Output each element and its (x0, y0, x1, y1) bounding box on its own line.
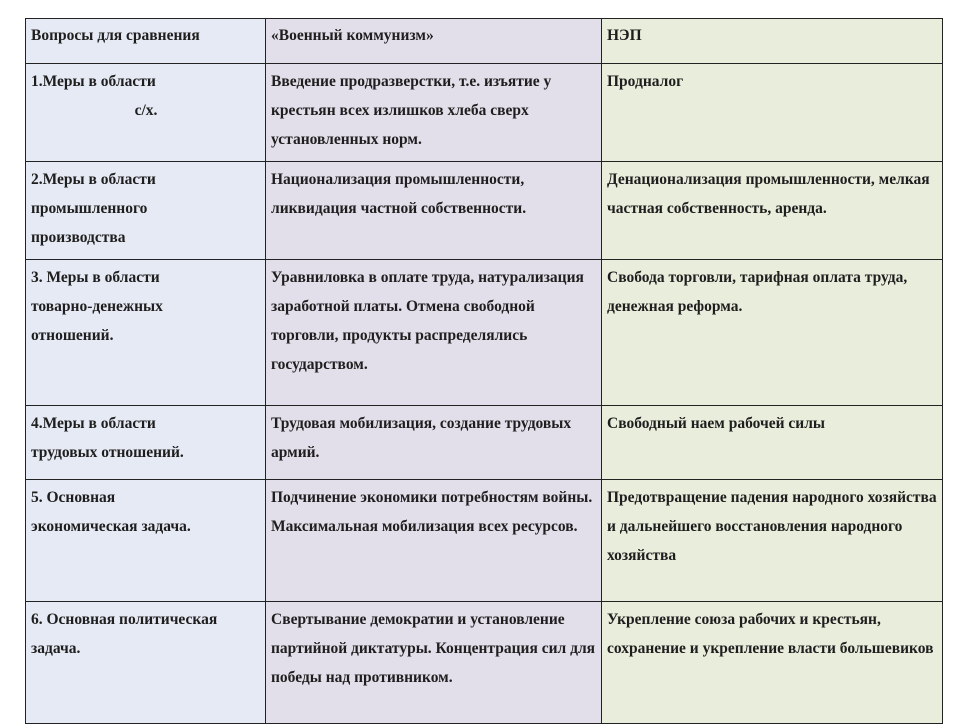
comparison-table (25, 18, 943, 724)
question-line: с/х. (134, 102, 158, 119)
table-row (26, 64, 943, 162)
table-row (26, 162, 943, 260)
question-line: товарно-денежных (31, 298, 163, 315)
question-cell (26, 406, 266, 480)
header-war-communism: «Военный коммунизм» (266, 19, 602, 64)
question-line: 6. Основная политическая (31, 611, 218, 628)
war-communism-cell: Национализация промышленности, ликвидация частной собственности. (266, 162, 602, 260)
table-row (26, 406, 943, 480)
nep-cell: Продналог (602, 64, 943, 162)
header-row (26, 19, 943, 64)
question-line: 1.Меры в области (31, 73, 156, 90)
question-line: 2.Меры в области (31, 171, 156, 188)
table-row (26, 480, 943, 602)
question-line: трудовых отношений. (31, 444, 184, 461)
question-line: промышленного (31, 200, 148, 217)
war-communism-cell: Подчинение экономики потребностям войны. Максимальная мобилизация всех ресурсов. (266, 480, 602, 602)
question-cell (26, 602, 266, 724)
question-cell (26, 162, 266, 260)
war-communism-cell: Трудовая мобилизация, создание трудовых армий. (266, 406, 602, 480)
question-cell (26, 480, 266, 602)
war-communism-cell: Свертывание демократии и установление партийной диктатуры. Концентрация сил для победы над противником. (266, 602, 602, 724)
question-line: задача. (31, 640, 81, 657)
question-cell (26, 64, 266, 162)
war-communism-cell: Уравниловка в оплате труда, натурализация заработной платы. Отмена свободной торговли, продукты распределялись государством. (266, 260, 602, 406)
nep-cell: Свобода торговли, тарифная оплата труда, денежная реформа. (602, 260, 943, 406)
question-line: 3. Меры в области (31, 269, 160, 286)
table-row (26, 602, 943, 724)
question-line: отношений. (31, 327, 114, 344)
nep-cell: Денационализация промышленности, мелкая частная собственность, аренда. (602, 162, 943, 260)
nep-cell: Укрепление союза рабочих и крестьян, сохранение и укрепление власти большевиков (602, 602, 943, 724)
table-row (26, 260, 943, 406)
nep-cell: Свободный наем рабочей силы (602, 406, 943, 480)
header-questions: Вопросы для сравнения (26, 19, 266, 64)
header-nep: НЭП (602, 19, 943, 64)
question-line: экономическая задача. (31, 518, 191, 535)
war-communism-cell: Введение продразверстки, т.е. изъятие у крестьян всех излишков хлеба сверх установленных норм. (266, 64, 602, 162)
question-line: производства (31, 229, 126, 246)
question-line: 4.Меры в области (31, 415, 156, 432)
nep-cell: Предотвращение падения народного хозяйства и дальнейшего восстановления народного хозяйства (602, 480, 943, 602)
question-cell (26, 260, 266, 406)
question-line: 5. Основная (31, 489, 116, 506)
